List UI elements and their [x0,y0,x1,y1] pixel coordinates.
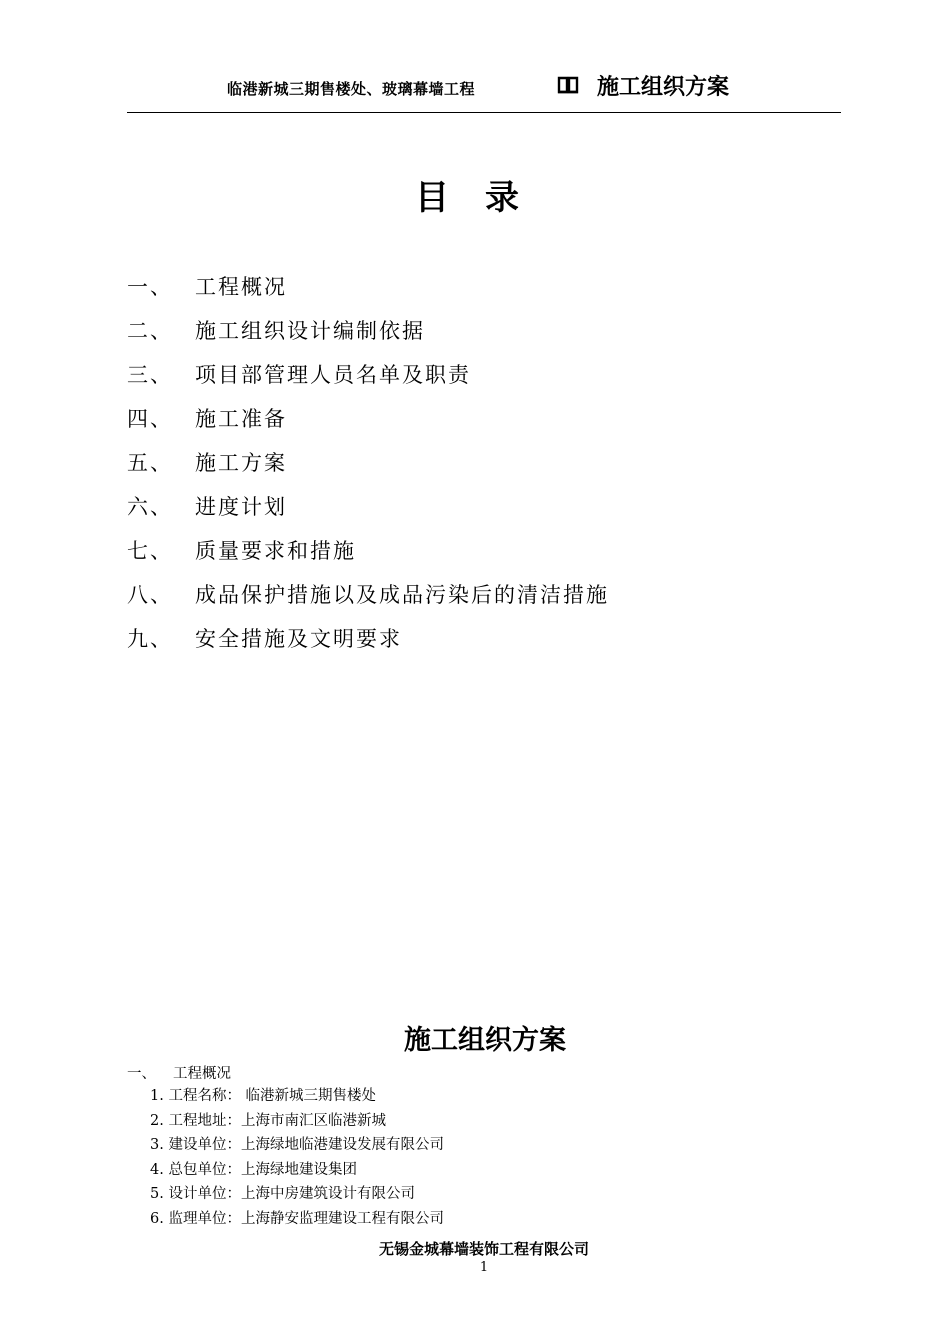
toc-item[interactable] [127,532,609,576]
toc-item[interactable] [127,444,609,488]
toc-item-label: 项目部管理人员名单及职责 [195,363,471,387]
toc-item-number: 八、 [127,583,173,607]
open-book-icon [557,76,579,94]
project-info-item: 2. 工程地址：上海市南汇区临港新城 [150,1112,386,1129]
table-of-contents [127,268,609,664]
header-project-name: 临港新城三期售楼处、玻璃幕墙工程 [227,80,476,98]
header-document-title: 施工组织方案 [597,75,730,100]
toc-item-number: 七、 [127,539,173,563]
toc-title: 目录 [415,178,555,218]
toc-item[interactable] [127,356,609,400]
toc-item-label: 质量要求和措施 [195,539,356,563]
page-header [127,66,841,113]
page-number: 1 [479,1260,489,1275]
toc-item-label: 施工组织设计编制依据 [195,319,425,343]
toc-item-number: 六、 [127,495,173,519]
toc-item-label: 施工方案 [195,451,287,475]
project-info-list [150,1085,444,1233]
project-info-item: 6. 监理单位：上海静安监理建设工程有限公司 [150,1210,444,1227]
footer-company-name: 无锡金城幕墙装饰工程有限公司 [378,1240,589,1258]
toc-item-number: 一、 [127,275,173,299]
section-number: 一、 [127,1066,156,1082]
toc-item-number: 四、 [127,407,173,431]
toc-item-number: 九、 [127,627,173,651]
section-label: 工程概况 [173,1066,231,1082]
project-info-item: 5. 设计单位：上海中房建筑设计有限公司 [150,1186,415,1203]
toc-item-label: 成品保护措施以及成品污染后的清洁措施 [195,583,609,607]
toc-item-label: 工程概况 [195,275,287,299]
project-info-item: 4. 总包单位：上海绿地建设集团 [150,1161,357,1178]
toc-item[interactable] [127,312,609,356]
project-info-item: 3. 建设单位：上海绿地临港建设发展有限公司 [150,1137,444,1154]
toc-item-number: 三、 [127,363,173,387]
toc-item-label: 进度计划 [195,495,287,519]
toc-item[interactable] [127,620,609,664]
toc-item[interactable] [127,576,609,620]
toc-item-label: 施工准备 [195,407,287,431]
toc-item-number: 五、 [127,451,173,475]
project-info-item: 1. 工程名称： 临港新城三期售楼处 [150,1088,377,1104]
toc-item-label: 安全措施及文明要求 [195,627,402,651]
toc-item-number: 二、 [127,319,173,343]
toc-item[interactable] [127,268,609,312]
section-heading [127,1062,231,1083]
toc-item[interactable] [127,400,609,444]
body-title: 施工组织方案 [404,1025,566,1056]
toc-item[interactable] [127,488,609,532]
